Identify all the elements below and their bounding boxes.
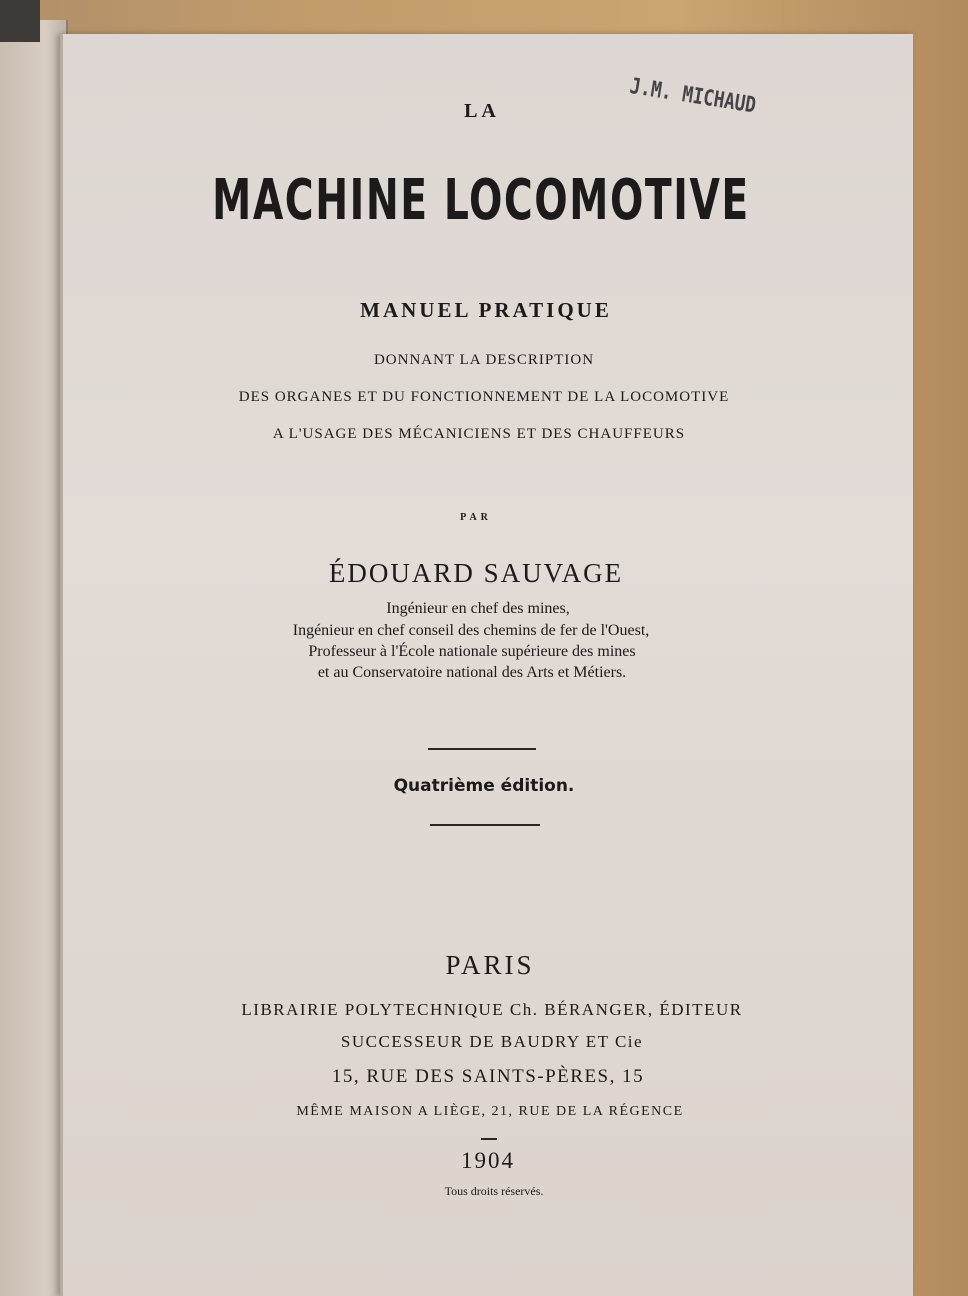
- publisher-line-2: SUCCESSEUR DE BAUDRY ET Cie: [340, 1032, 644, 1051]
- divider-top: [428, 748, 536, 750]
- publication-city: PARIS: [445, 950, 535, 980]
- author-credential-3: Professeur à l'École nationale supérieure des mines: [308, 643, 636, 660]
- owner-stamp: J.M. MICHAUD: [628, 74, 758, 119]
- publication-year: 1904: [461, 1148, 515, 1173]
- book-subtitle: MANUEL PRATIQUE: [360, 298, 612, 322]
- by-label: PAR: [460, 512, 492, 523]
- description-line-1: DONNANT LA DESCRIPTION: [373, 352, 595, 368]
- publisher-branch: MÊME MAISON A LIÈGE, 21, RUE DE LA RÉGENCE: [296, 1104, 684, 1119]
- description-line-2: DES ORGANES ET DU FONCTIONNEMENT DE LA LOCOMOTIVE: [238, 389, 730, 405]
- edition-label: Quatrième édition.: [393, 776, 575, 796]
- publisher-address: 15, RUE DES SAINTS-PÈRES, 15: [331, 1066, 645, 1087]
- author-credential-4: et au Conservatoire national des Arts et Métiers.: [317, 664, 627, 681]
- author-name: ÉDOUARD SAUVAGE: [328, 558, 624, 588]
- divider-bottom: [430, 824, 540, 826]
- description-line-3: A L'USAGE DES MÉCANICIENS ET DES CHAUFFEURS: [272, 426, 686, 442]
- year-dash: [481, 1138, 497, 1140]
- publisher-line-1: LIBRAIRIE POLYTECHNIQUE Ch. BÉRANGER, ÉDITEUR: [241, 1000, 743, 1019]
- book-title: MACHINE LOCOMOTIVE: [212, 168, 750, 233]
- rights-notice: Tous droits réservés.: [444, 1184, 544, 1198]
- title-article: LA: [464, 100, 500, 122]
- author-credential-2: Ingénieur en chef conseil des chemins de fer de l'Ouest,: [292, 622, 650, 639]
- book-cover-corner: [0, 0, 40, 42]
- author-credential-1: Ingénieur en chef des mines,: [386, 600, 570, 617]
